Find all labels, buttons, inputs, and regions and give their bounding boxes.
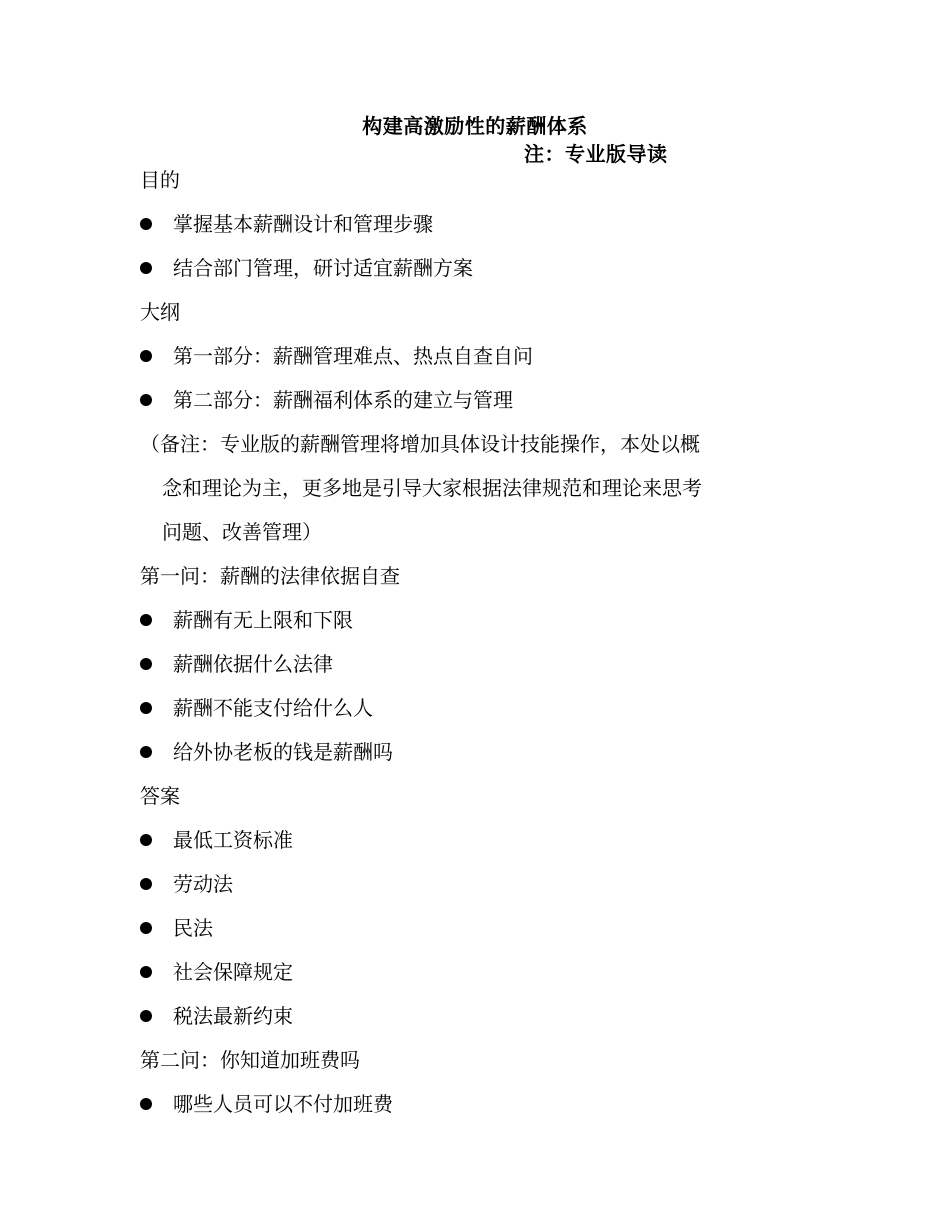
bullet-icon: [140, 702, 152, 714]
bullet-icon: [140, 922, 152, 934]
bullet-icon: [140, 834, 152, 846]
bullet-icon: [140, 1098, 152, 1110]
list-item-text: 掌握基本薪酬设计和管理步骤: [173, 212, 433, 236]
list-item-text: 第二部分：薪酬福利体系的建立与管理: [173, 388, 513, 412]
note-paragraph: [140, 422, 800, 554]
list-item-text: 劳动法: [173, 872, 233, 896]
answer-heading: 答案: [140, 784, 180, 808]
note-line: 问题、改善管理）: [162, 520, 322, 544]
document-title: 构建高激励性的薪酬体系: [362, 114, 588, 138]
bullet-icon: [140, 1010, 152, 1022]
bullet-icon: [140, 614, 152, 626]
question-2-heading: 第二问：你知道加班费吗: [140, 1048, 360, 1072]
list-item-text: 结合部门管理，研讨适宜薪酬方案: [173, 256, 473, 280]
note-line: 念和理论为主，更多地是引导大家根据法律规范和理论来思考: [162, 476, 702, 500]
bullet-icon: [140, 262, 152, 274]
bullet-icon: [140, 350, 152, 362]
list-item-text: 薪酬有无上限和下限: [173, 608, 353, 632]
bullet-icon: [140, 746, 152, 758]
bullet-icon: [140, 218, 152, 230]
bullet-icon: [140, 878, 152, 890]
list-item-text: 第一部分：薪酬管理难点、热点自查自问: [173, 344, 533, 368]
list-item-text: 薪酬不能支付给什么人: [173, 696, 373, 720]
list-item-text: 给外协老板的钱是薪酬吗: [173, 740, 393, 764]
list-item-text: 最低工资标准: [173, 828, 293, 852]
note-line: （备注：专业版的薪酬管理将增加具体设计技能操作，本处以概: [140, 432, 700, 456]
list-item-text: 社会保障规定: [173, 960, 293, 984]
document-subtitle: 注：专业版导读: [524, 142, 668, 166]
outline-heading: 大纲: [140, 300, 180, 324]
bullet-icon: [140, 658, 152, 670]
list-item-text: 哪些人员可以不付加班费: [173, 1092, 393, 1116]
list-item-text: 民法: [173, 916, 213, 940]
bullet-icon: [140, 966, 152, 978]
purpose-heading: 目的: [140, 168, 180, 192]
bullet-icon: [140, 394, 152, 406]
list-item-text: 税法最新约束: [173, 1004, 293, 1028]
question-1-heading: 第一问：薪酬的法律依据自查: [140, 564, 400, 588]
list-item-text: 薪酬依据什么法律: [173, 652, 333, 676]
